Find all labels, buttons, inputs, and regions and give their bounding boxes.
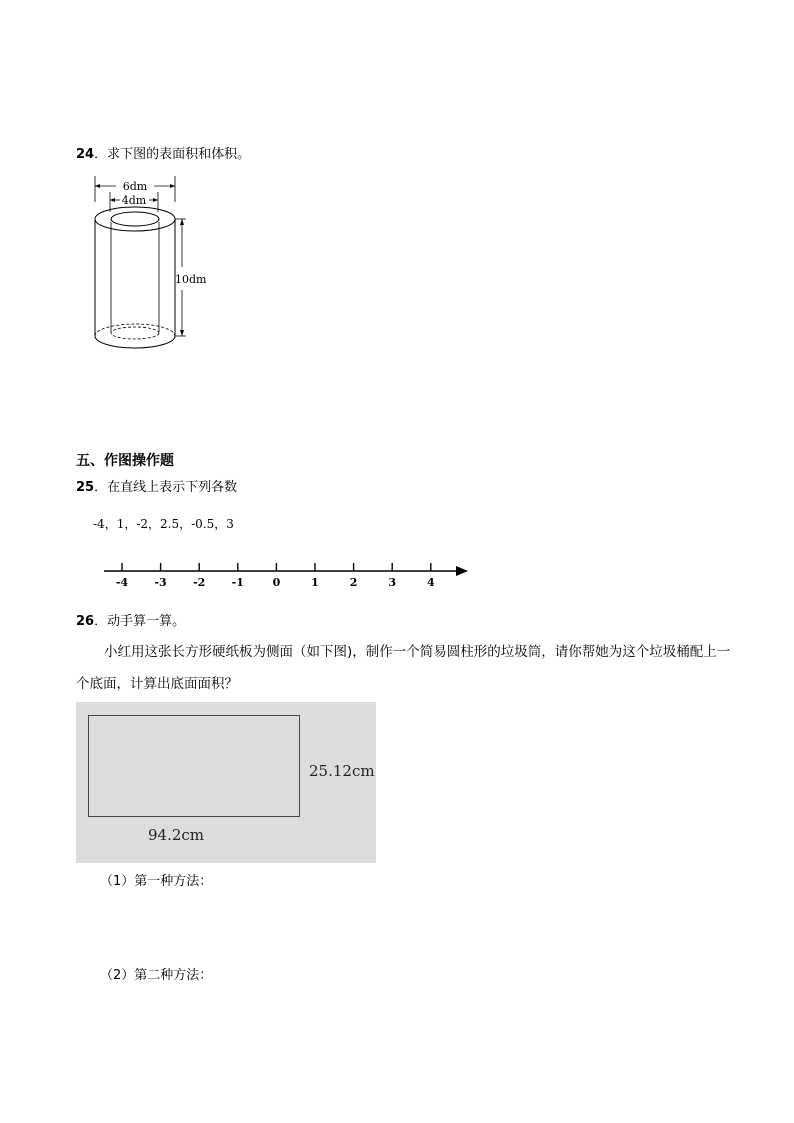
number-line [100, 558, 472, 592]
method-one: （1）第一种方法： [100, 874, 213, 889]
question-text: ．在直线上表示下列各数 [94, 480, 238, 495]
section-title: 五、作图操作题 [76, 453, 174, 469]
question-25 [76, 479, 237, 497]
question-26 [76, 613, 185, 631]
question-number: 25 [76, 480, 95, 495]
question-number: 26 [76, 614, 95, 629]
question-text: ．求下图的表面积和体积。 [94, 147, 251, 162]
values-list: -4，1，-2，2.5，-0.5，3 [93, 517, 234, 531]
tick-label: -1 [231, 576, 244, 589]
tick-label: 4 [426, 576, 435, 589]
tick-label: 2 [349, 576, 358, 589]
hollow-cylinder-figure [86, 172, 216, 352]
question-text: ．动手算一算。 [94, 614, 186, 629]
tick-label: 0 [272, 576, 281, 589]
question-24 [76, 146, 250, 164]
tick-label: 3 [388, 576, 397, 589]
question-paragraph: 小红用这张长方形硬纸板为侧面（如下图)，制作一个简易圆柱形的垃圾筒，请你帮她为这个垃圾桶配上一个底面，计算出底面面积？ [76, 644, 731, 692]
height-label: 10dm [175, 273, 207, 286]
cardboard-photo [76, 702, 376, 863]
tick-label: -4 [115, 576, 129, 589]
tick-label: -3 [154, 576, 167, 589]
photo-height-label: 25.12cm [309, 762, 375, 780]
tick-label: 1 [311, 576, 319, 589]
rectangle-outline [88, 715, 300, 817]
arrow-right-icon [456, 566, 468, 576]
question-number: 24 [76, 147, 95, 162]
tick-label: -2 [193, 576, 206, 589]
outer-diameter-label: 6dm [122, 180, 148, 193]
inner-diameter-label: 4dm [121, 194, 147, 207]
method-two: （2）第二种方法： [100, 968, 213, 983]
photo-width-label: 94.2cm [148, 826, 205, 844]
